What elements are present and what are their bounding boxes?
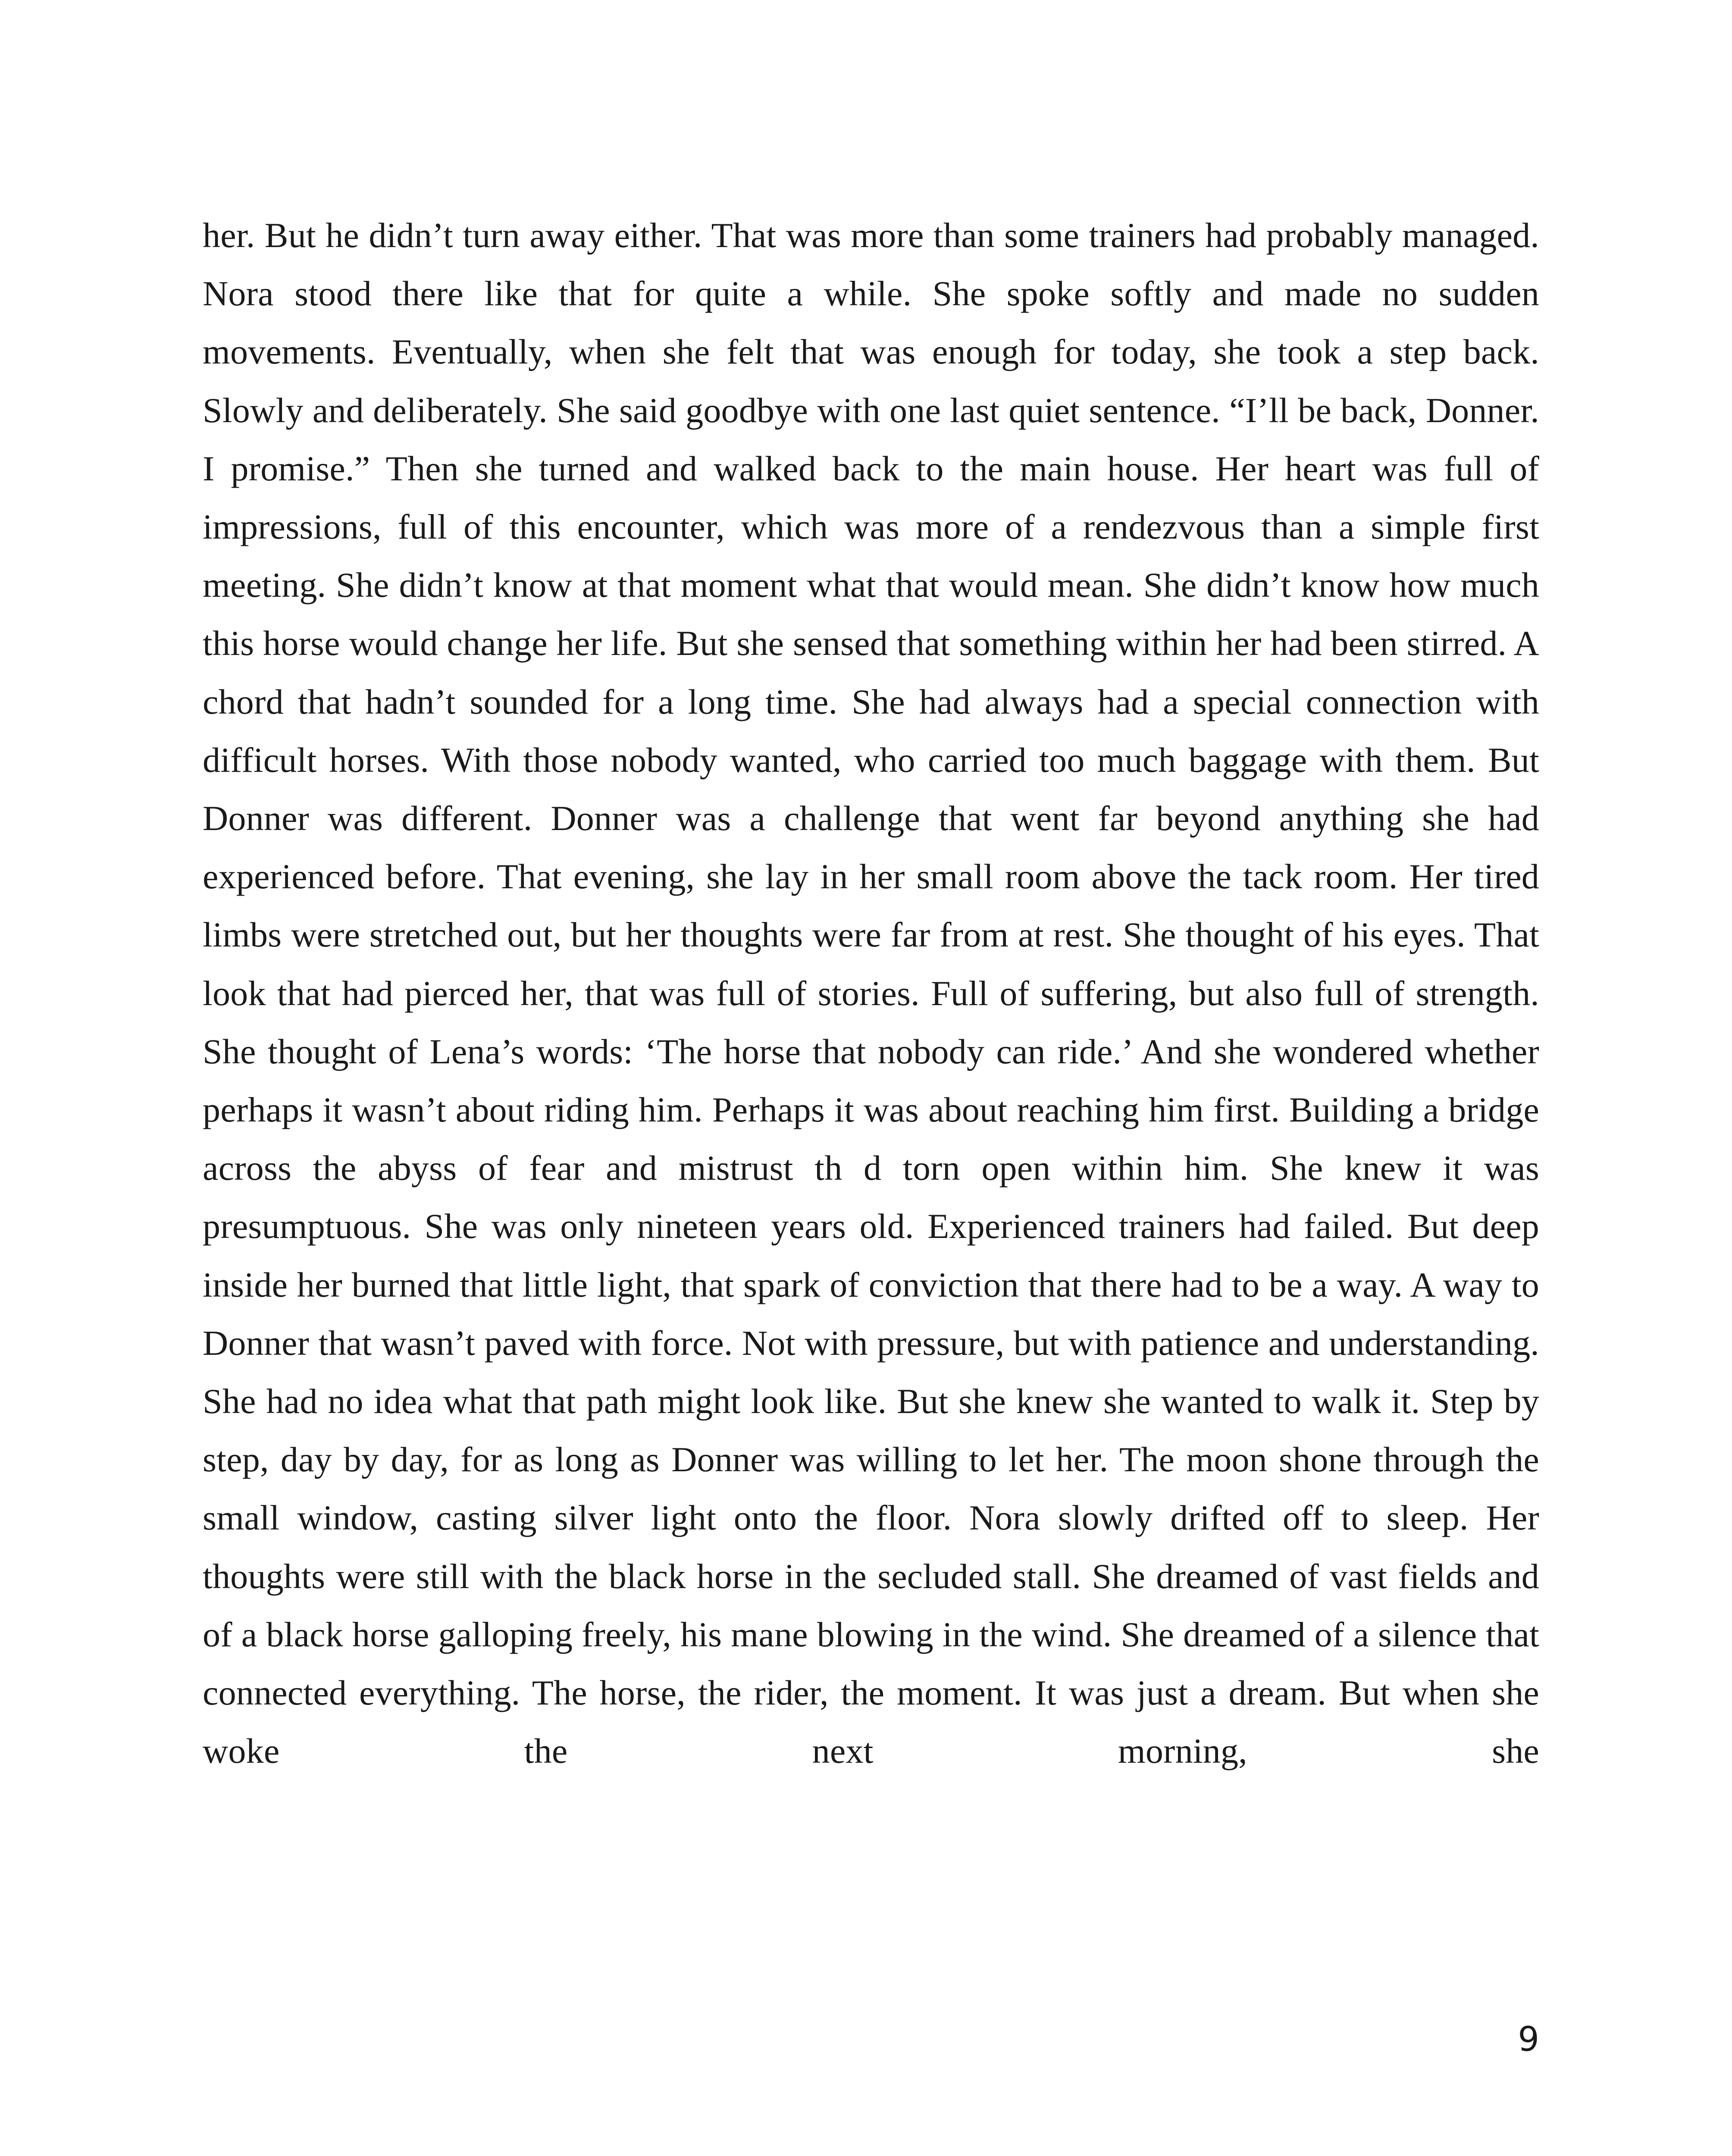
page-number: 9	[1518, 2020, 1539, 2059]
body-paragraph: her. But he didn’t turn away either. That was more than some trainers had probably managed. Nora stood there like that for quite a while. She spoke softly and made no sudden movements. Eventually, when she felt that was enough for today, she took a step back. Slowly and deliberately. She said goodbye with one last quiet sentence. “I’ll be back, Donner. I promise.” Then she turned and walked back to the main house. Her heart was full of impressions, full of this encounter, which was more of a rendezvous than a simple first meeting. She didn’t know at that moment what that would mean. She didn’t know how much this horse would change her life. But she sensed that something within her had been stirred. A chord that hadn’t sounded for a long time. She had always had a special connection with difficult horses. With those nobody wanted, who carried too much baggage with them. But Donner was different. Donner was a challenge that went far beyond anything she had experienced before. That evening, she lay in her small room above the tack room. Her tired limbs were stretched out, but her thoughts were far from at rest. She thought of his eyes. That look that had pierced her, that was full of stories. Full of suffering, but also full of strength. She thought of Lena’s words: ‘The horse that nobody can ride.’ And she wondered whether perhaps it wasn’t about riding him. Perhaps it was about reaching him first. Building a bridge across the abyss of fear and mistrust th d torn open within him. She knew it was presumptuous. She was only nineteen years old. Experienced trainers had failed. But deep inside her burned that little light, that spark of conviction that there had to be a way. A way to Donner that wasn’t paved with force. Not with pressure, but with patience and understanding. She had no idea what that path might look like. But she knew she wanted to walk it. Step by step, day by day, for as long as Donner was willing to let her. The moon shone through the small window, casting silver light onto the floor. Nora slowly drifted off to sleep. Her thoughts were still with the black horse in the secluded stall. She dreamed of vast fields and of a black horse galloping freely, his mane blowing in the wind. She dreamed of a silence that connected everything. The horse, the rider, the moment. It was just a dream. But when she woke the next morning, she	[203, 216, 1539, 1771]
